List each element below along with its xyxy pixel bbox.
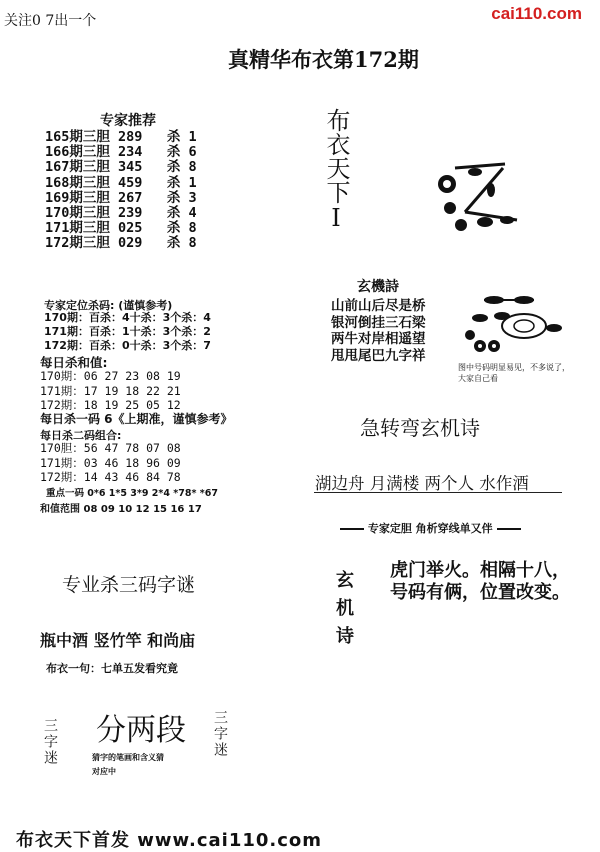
- turn-poem-words: 湖边舟 月满楼 两个人 水作酒: [315, 474, 529, 493]
- brand-url[interactable]: cai110.com: [491, 4, 582, 23]
- list-item: 167期三胆 345 杀 8: [45, 159, 197, 176]
- divider: [314, 492, 562, 493]
- daily-two-code-list: [40, 441, 181, 485]
- top-left-snippet: 关注0 7出一个: [4, 13, 97, 29]
- three-char-riddle-note-2: 对应中: [92, 767, 116, 776]
- mystic-poem-small-header: 玄機詩: [357, 279, 399, 295]
- list-item: 170期：06 27 23 08 19: [40, 369, 181, 383]
- list-item: 169期三胆 267 杀 3: [45, 189, 197, 206]
- list-item: 172期：百杀：0十杀：3个杀：7: [44, 339, 211, 352]
- kill-three-riddle-title: 专业杀三码字谜: [62, 574, 196, 596]
- list-item: 171期：17 19 18 22 21: [40, 383, 181, 398]
- key-one-code: 重点一码 0*6 1*5 3*9 2*4 *78* *67: [46, 488, 218, 499]
- buyi-one-line: 布衣一句：七单五发看究竟: [46, 662, 178, 675]
- list-item: 虎门举火。相隔十八，: [390, 560, 570, 581]
- list-item: 山前山后尽是桥: [331, 298, 426, 314]
- three-char-riddle-note-1: 猜字的笔画和含义猜: [92, 753, 164, 762]
- positional-kill-header: 专家定位杀码: (谨慎参考): [44, 299, 173, 312]
- mystic-vertical-label: 玄机诗: [333, 570, 354, 654]
- list-item: 号码有俩，位置改变。: [390, 582, 570, 603]
- list-item: 168期三胆 459 杀 1: [45, 174, 197, 191]
- footer: 布衣天下首发 www.cai110.com: [16, 830, 323, 851]
- buyi-tianxia-graphic: [425, 150, 525, 240]
- list-item: 171期三胆 025 杀 8: [45, 220, 197, 237]
- expert-pick-header: 专家推荐: [100, 113, 156, 129]
- list-item: 172期：14 43 46 84 78: [40, 470, 181, 484]
- three-char-riddle-big: 分两段: [96, 713, 186, 748]
- list-item: 170胆：56 47 78 07 08: [40, 441, 181, 455]
- expert-pick-list: [45, 130, 197, 252]
- daily-sum-list: [40, 369, 181, 413]
- list-item: 170期三胆 239 杀 4: [45, 205, 197, 222]
- positional-kill-list: [44, 311, 211, 353]
- turn-poem-title: 急转弯玄机诗: [360, 416, 480, 440]
- list-item: 172期：18 19 25 05 12: [40, 398, 181, 412]
- list-item: 银河倒挂三石梁: [331, 314, 426, 331]
- sum-range: 和值范围 08 09 10 12 15 16 17: [40, 504, 202, 515]
- mystic-poem-small-lines: [331, 298, 426, 364]
- three-char-riddle-right-label: 三字迷: [212, 710, 228, 758]
- list-item: 165期三胆 289 杀 1: [45, 129, 197, 145]
- list-item: 甩甩尾巴九字祥: [331, 347, 426, 364]
- list-item: 171期：百杀：1十杀：3个杀：2: [44, 325, 211, 338]
- expert-banner: [340, 520, 521, 536]
- list-item: 166期三胆 234 杀 6: [45, 144, 197, 161]
- daily-one-code: 每日杀一码 6《上期准，谨慎参考》: [40, 412, 233, 426]
- list-item: 171期：03 46 18 96 09: [40, 455, 181, 470]
- page-title: 真精华布衣第172期: [228, 47, 419, 72]
- list-item: 172期三胆 029 杀 8: [45, 235, 197, 252]
- picture-caption: 图中号码明显易见，不多说了，大家自己看: [458, 363, 570, 383]
- list-item: 两牛对岸相遥望: [331, 331, 426, 347]
- mystic-poem-graphic: [462, 290, 572, 358]
- list-item: 170期：百杀：4十杀：3个杀：4: [44, 311, 211, 324]
- buyi-tianxia-vertical: 布衣天下Ⅰ: [322, 108, 350, 232]
- kill-three-riddle-words: 瓶中酒 竖竹竿 和尚庙: [40, 631, 196, 650]
- daily-sum-header: 每日杀和值:: [40, 355, 108, 370]
- three-char-riddle-left-label: 三字迷: [42, 718, 58, 766]
- expert-banner-text: 专家定胆 角析穿线单又伴: [367, 522, 493, 535]
- mystic-verse: [390, 560, 570, 604]
- daily-two-code-header: 每日杀二码组合:: [40, 429, 122, 442]
